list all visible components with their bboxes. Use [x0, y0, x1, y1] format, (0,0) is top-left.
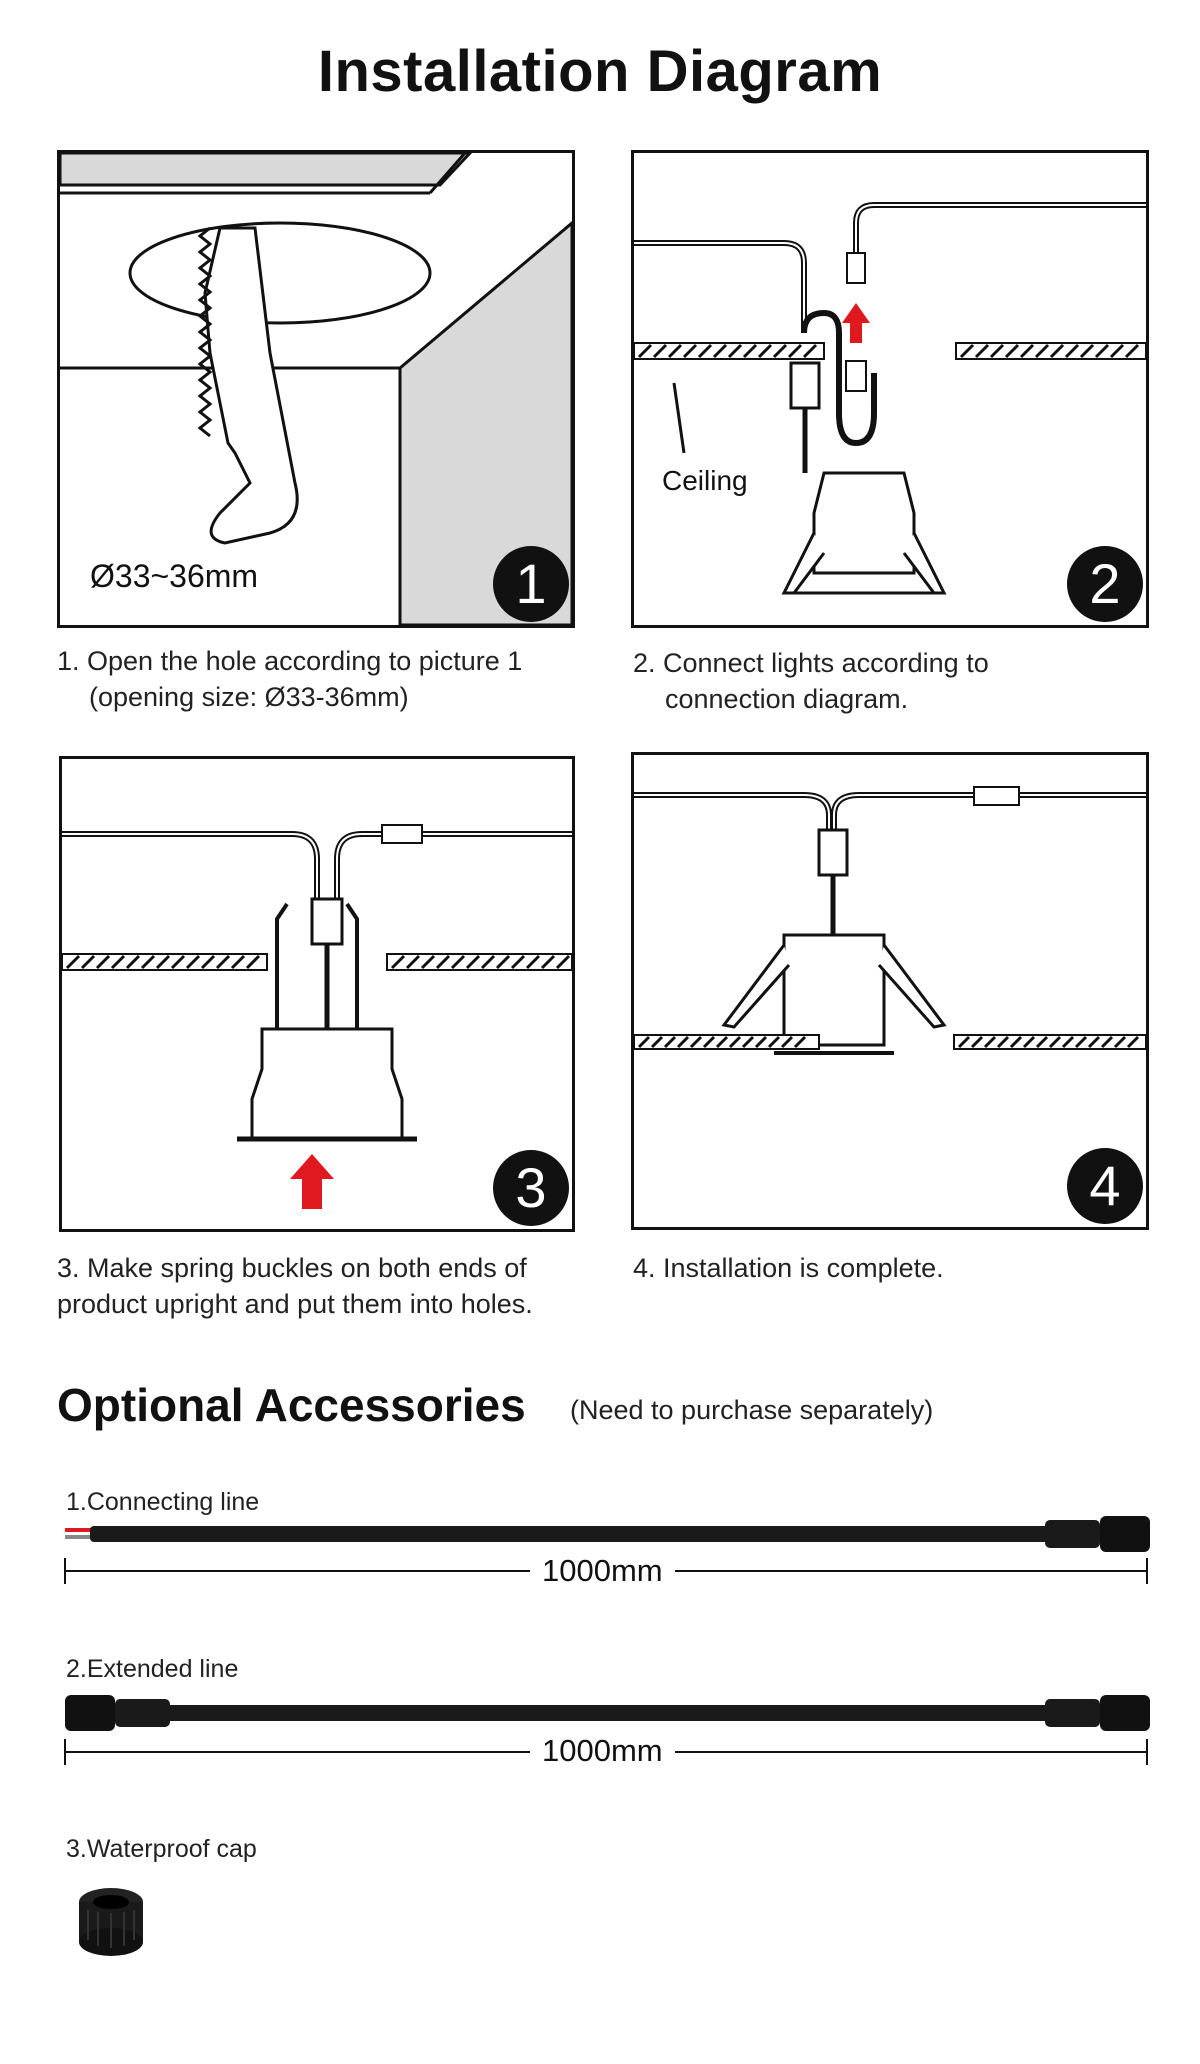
- hole-size-label: Ø33~36mm: [90, 558, 259, 594]
- step-1-diagram: [57, 150, 575, 628]
- cutting-hole-illustration: [60, 153, 572, 625]
- step-1-caption-line2: (opening size: Ø33-36mm): [89, 682, 409, 712]
- step-1-caption: [57, 643, 577, 715]
- step-2-caption: [633, 645, 1153, 717]
- spring-buckle-illustration: [62, 759, 572, 1229]
- step-3-caption-line1: 3. Make spring buckles on both ends of: [57, 1253, 527, 1283]
- step-number-badge: 4: [1067, 1148, 1143, 1224]
- step-1-caption-line1: 1. Open the hole according to picture 1: [57, 646, 523, 676]
- step-4-diagram: [631, 752, 1149, 1230]
- step-2-diagram: [631, 150, 1149, 628]
- wiring-connection-illustration: [634, 153, 1146, 625]
- waterproof-cap-image: [66, 1880, 156, 1970]
- step-4-caption-line1: 4. Installation is complete.: [633, 1253, 944, 1283]
- extended-line-length: 1000mm: [530, 1733, 675, 1769]
- step-number-badge: 2: [1067, 546, 1143, 622]
- connecting-line-label: 1.Connecting line: [66, 1488, 260, 1516]
- ceiling-label: Ceiling: [662, 465, 748, 496]
- accessories-note: (Need to purchase separately): [570, 1395, 934, 1425]
- accessories-title: Optional Accessories: [57, 1379, 526, 1431]
- step-3-caption-line2: product upright and put them into holes.: [57, 1289, 533, 1319]
- step-3-caption: [57, 1250, 597, 1322]
- step-number-badge: 1: [493, 546, 569, 622]
- step-2-caption-line1: 2. Connect lights according to: [633, 648, 989, 678]
- connecting-line-length: 1000mm: [530, 1553, 675, 1589]
- page-title: Installation Diagram: [317, 39, 883, 104]
- waterproof-cap-label: 3.Waterproof cap: [66, 1835, 257, 1863]
- step-4-caption: [633, 1250, 1153, 1286]
- step-2-caption-line2: connection diagram.: [665, 684, 909, 714]
- step-number-badge: 3: [493, 1150, 569, 1226]
- installed-light-illustration: [634, 755, 1146, 1227]
- step-3-diagram: [59, 756, 575, 1232]
- extended-line-label: 2.Extended line: [66, 1655, 239, 1683]
